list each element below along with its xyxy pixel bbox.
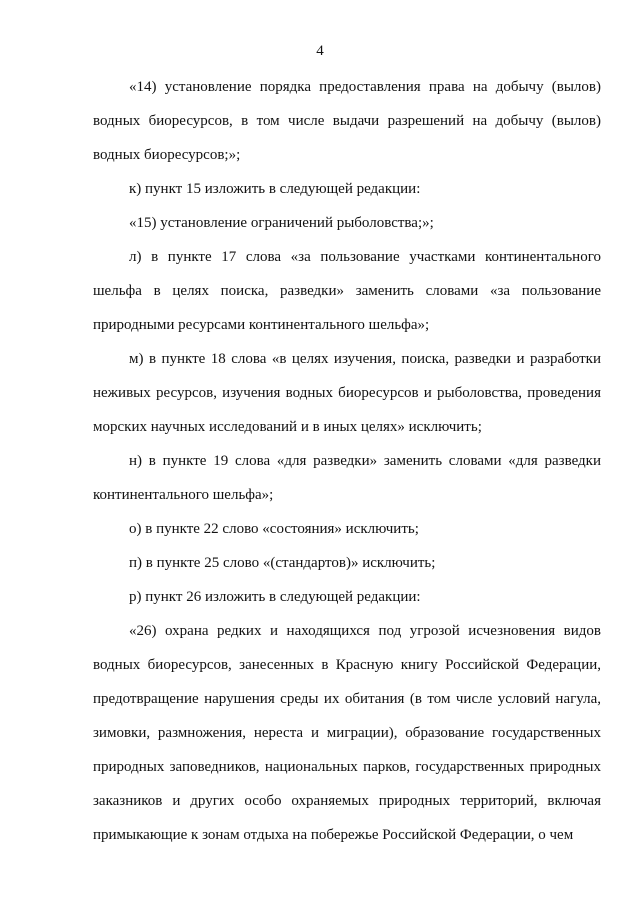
document-body [93, 70, 601, 852]
paragraph-l: л) в пункте 17 слова «за пользование участками континентального шельфа в целях поиска, разведки» заменить словами «за пользование природными ресурсами континентального шельфа»; [93, 249, 601, 333]
paragraph-k: к) пункт 15 изложить в следующей редакции: [129, 181, 421, 197]
paragraph-p: п) в пункте 25 слово «(стандартов)» исключить; [129, 555, 436, 571]
paragraph-15-text: «15) установление ограничений рыболовства;»; [129, 215, 434, 231]
paragraph-14-text: «14) установление порядка предоставления права на добычу (вылов) водных биоресурсов, в том числе выдачи разрешений на добычу (вылов) водных биоресурсов;»; [93, 79, 601, 163]
paragraph-26-text: «26) охрана редких и находящихся под угрозой исчезновения видов водных биоресурсов, занесенных в Красную книгу Российской Федерации, предотвращение нарушения среды их обитания (в том числе условий нагула, зимовки, размножения, нереста и миграции), образование государственных природных заповедников, национальных парков, государственных природных заказников и других особо охраняемых природных территорий, включая примыкающие к зонам отдыха на побережье Российской Федерации, о чем [93, 623, 601, 843]
paragraph-m: м) в пункте 18 слова «в целях изучения, поиска, разведки и разработки неживых ресурсов, изучения водных биоресурсов и рыболовства, проведения морских научных исследований и в иных целях» исключить; [93, 351, 601, 435]
paragraph-r: р) пункт 26 изложить в следующей редакции: [129, 589, 421, 605]
paragraph-n: н) в пункте 19 слова «для разведки» заменить словами «для разведки континентального шельфа»; [93, 453, 601, 503]
paragraph-o: о) в пункте 22 слово «состояния» исключить; [129, 521, 419, 537]
page-number: 4 [316, 43, 324, 59]
